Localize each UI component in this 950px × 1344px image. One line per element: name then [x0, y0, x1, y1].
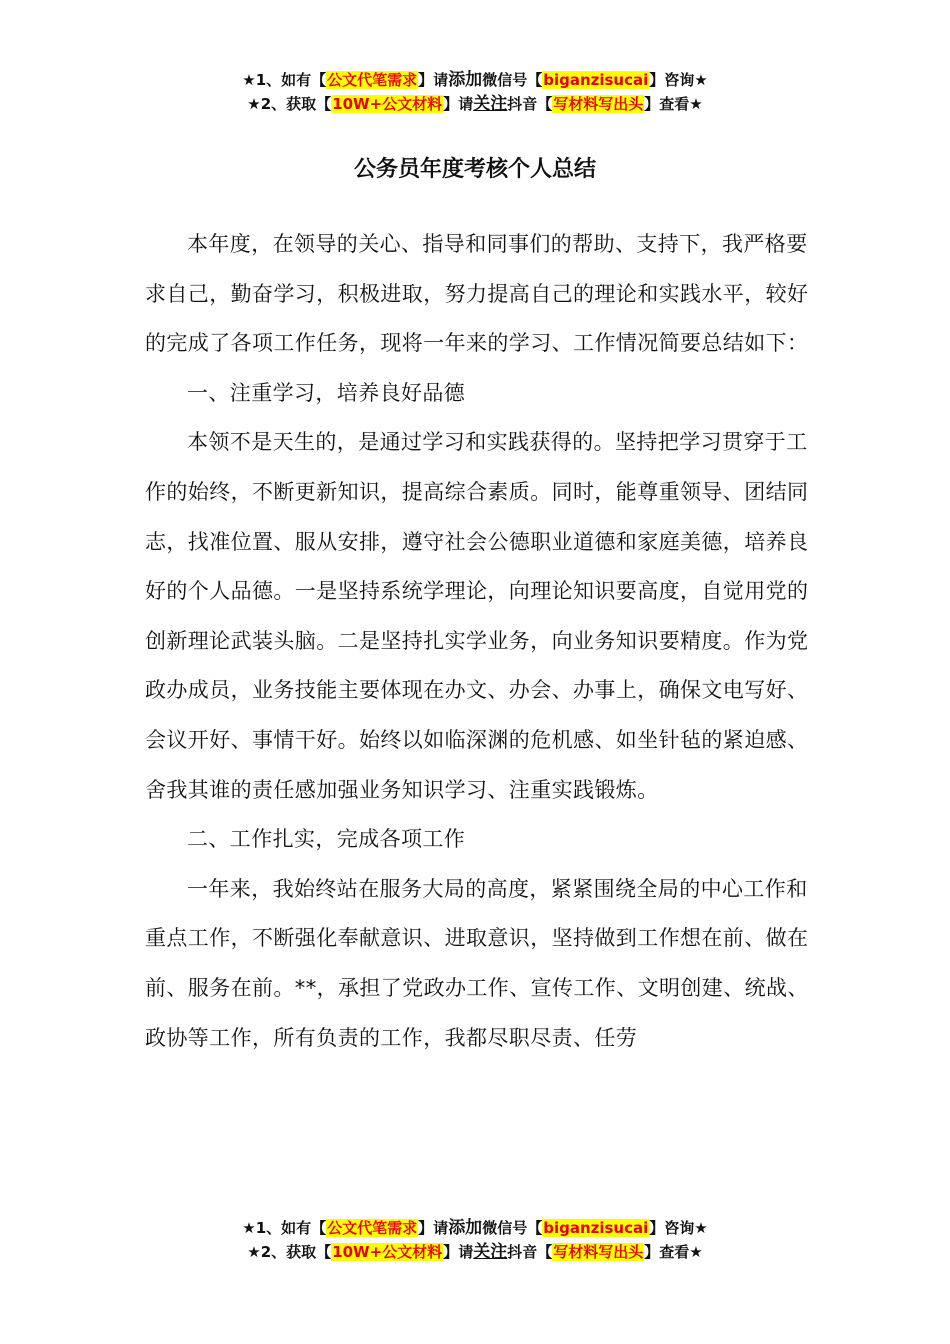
highlight-douyin-account: 写材料写出头	[553, 95, 644, 113]
banner-line-2	[0, 1240, 950, 1264]
banner-text: 抖音【	[507, 95, 553, 113]
paragraph-intro: 本年度，在领导的关心、指导和同事们的帮助、支持下，我严格要求自己，勤奋学习，积极进取，努力提高自己的理论和实践水平，较好的完成了各项工作任务，现将一年来的学习、工作情况简要总结如下：	[145, 232, 809, 356]
highlight-wechat-id: biganzisucai	[543, 1219, 649, 1237]
banner-text: ★2、获取【	[247, 1243, 332, 1261]
banner-text: 】请	[443, 95, 474, 113]
banner-line-2	[0, 92, 950, 116]
highlight-materials: 10W+公文材料	[332, 95, 443, 113]
highlight-wechat-id: biganzisucai	[543, 71, 649, 89]
banner-text: 】请	[418, 1219, 449, 1237]
banner-text: ★2、获取【	[247, 95, 332, 113]
highlight-douyin-account: 写材料写出头	[553, 1243, 644, 1261]
paragraph-section-1: 本领不是天生的，是通过学习和实践获得的。坚持把学习贯穿于工作的始终，不断更新知识，提高综合素质。同时，能尊重领导、团结同志，找准位置、服从安排，遵守社会公德职业道德和家庭美德，培养良好的个人品德。一是坚持系统学理论，向理论知识要高度，自觉用党的创新理论武装头脑。二是坚持扎实学业务，向业务知识要精度。作为党政办成员，业务技能主要体现在办文、办会、办事上，确保文电写好、会议开好、事情干好。始终以如临深渊的危机感、如坐针毡的紧迫感、舍我其谁的责任感加强业务知识学习、注重实践锻炼。	[145, 430, 809, 802]
document-body	[145, 220, 815, 1063]
banner-text: 抖音【	[507, 1243, 553, 1261]
highlight-service: 公文代笔需求	[327, 71, 418, 89]
banner-emphasis: 添加	[448, 1218, 483, 1238]
paragraph-section-2: 一年来，我始终站在服务大局的高度，紧紧围绕全局的中心工作和重点工作，不断强化奉献意识、进取意识，坚持做到工作想在前、做在前、服务在前。**，承担了党政办工作、宣传工作、文明创建、统战、政协等工作，所有负责的工作，我都尽职尽责、任劳	[145, 876, 809, 1050]
banner-emphasis: 关注	[473, 1242, 508, 1262]
header-banner	[0, 68, 950, 116]
highlight-materials: 10W+公文材料	[332, 1243, 443, 1261]
banner-emphasis: 关注	[473, 94, 508, 114]
banner-text: 】查看★	[644, 95, 703, 113]
banner-line-1	[0, 1216, 950, 1240]
banner-line-1	[0, 68, 950, 92]
banner-text: 】请	[418, 71, 449, 89]
banner-text: 】咨询★	[649, 71, 708, 89]
banner-text: 微信号【	[482, 71, 543, 89]
footer-banner	[0, 1216, 950, 1264]
highlight-service: 公文代笔需求	[327, 1219, 418, 1237]
banner-text: ★1、如有【	[242, 1219, 327, 1237]
section-heading-2: 二、工作扎实，完成各项工作	[187, 827, 466, 852]
section-heading-1: 一、注重学习，培养良好品德	[187, 380, 466, 405]
banner-text: ★1、如有【	[242, 71, 327, 89]
banner-text: 】查看★	[644, 1243, 703, 1261]
banner-text: 微信号【	[482, 1219, 543, 1237]
document-title: 公务员年度考核个人总结	[353, 157, 596, 182]
banner-text: 】咨询★	[649, 1219, 708, 1237]
banner-text: 】请	[443, 1243, 474, 1261]
banner-emphasis: 添加	[448, 70, 483, 90]
